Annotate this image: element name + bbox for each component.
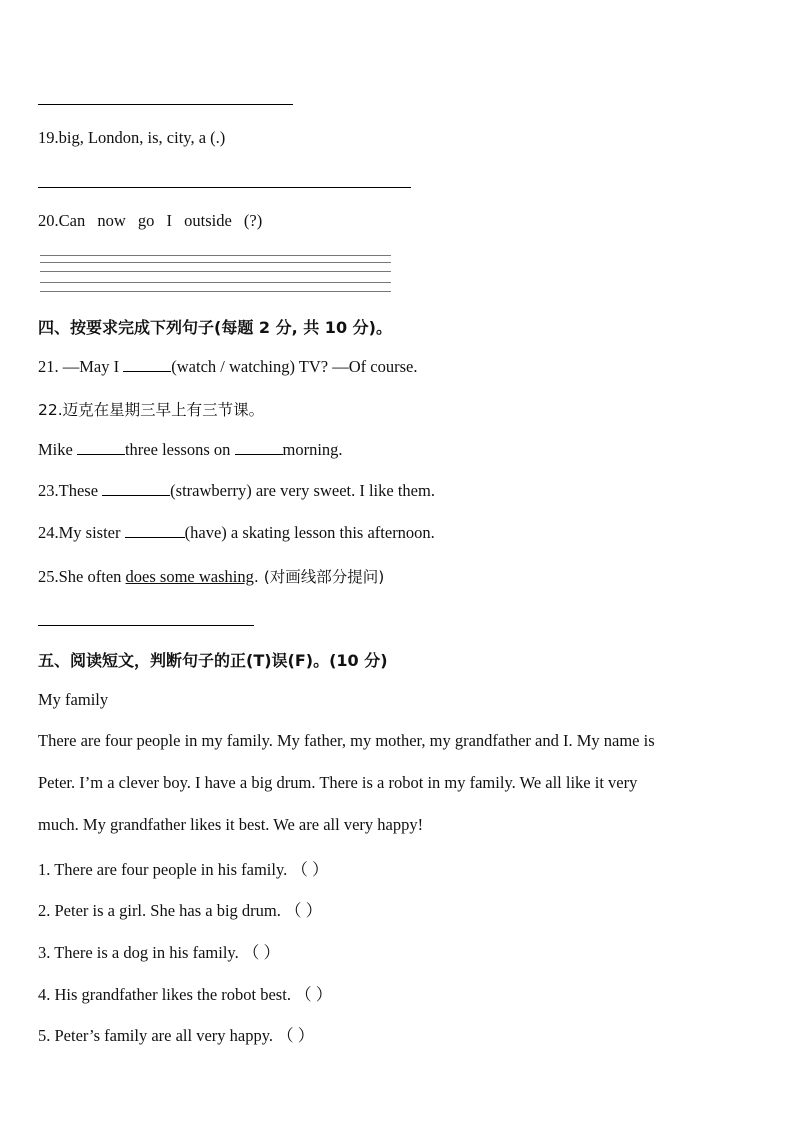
writing-line (40, 282, 391, 283)
question-24 (38, 523, 435, 543)
q21-blank[interactable] (123, 357, 171, 372)
question-23 (38, 481, 435, 501)
q23-text-a: 23.These (38, 481, 103, 500)
question-22 (38, 440, 343, 460)
q22-text-b: three lessons on (124, 440, 235, 459)
q23-blank[interactable] (102, 481, 170, 496)
answer-line-18[interactable] (38, 104, 293, 105)
q24-text-a: 24.My sister (38, 523, 125, 542)
question-25 (38, 565, 384, 587)
question-22-chinese: 22.迈克在星期三早上有三节课。 (38, 401, 265, 419)
question-21 (38, 357, 417, 377)
q21-text-b: (watch / watching) TV? —Of course. (171, 357, 418, 376)
q22-blank-2[interactable] (235, 440, 283, 455)
q22-text-a: Mike (38, 440, 77, 459)
passage-line-2: Peter. I’m a clever boy. I have a big drum. There is a robot in my family. We all like it very (38, 773, 638, 792)
writing-line (40, 291, 391, 292)
tf-item-1[interactable]: 1. There are four people in his family. （ ） (38, 860, 329, 879)
question-20: 20.Can now go I outside (?) (38, 211, 263, 230)
q25-underlined-phrase: does some washing (125, 567, 254, 586)
section-5-heading: 五、阅读短文，判断句子的正(T)误(F)。(10 分) (38, 651, 388, 670)
passage-line-3: much. My grandfather likes it best. We are all very happy! (38, 815, 424, 834)
answer-line-25[interactable] (38, 625, 254, 626)
writing-line (40, 262, 391, 263)
tf-item-3[interactable]: 3. There is a dog in his family. （ ） (38, 943, 280, 962)
passage-title: My family (38, 690, 109, 709)
q23-text-b: (strawberry) are very sweet. I like them. (170, 481, 435, 500)
q25-text-a: 25.She often (38, 567, 126, 586)
tf-item-5[interactable]: 5. Peter’s family are all very happy. （ ） (38, 1026, 315, 1045)
q22-blank-1[interactable] (77, 440, 125, 455)
q22-text-c: morning. (282, 440, 343, 459)
tf-item-2[interactable]: 2. Peter is a girl. She has a big drum. （ ） (38, 901, 323, 920)
q24-text-b: (have) a skating lesson this afternoon. (184, 523, 435, 542)
q24-blank[interactable] (125, 523, 185, 538)
answer-line-19[interactable] (38, 187, 411, 188)
q21-text-a: 21. —May I (38, 357, 124, 376)
writing-line (40, 271, 391, 272)
question-19: 19.big, London, is, city, a (.) (38, 128, 226, 147)
tf-item-4[interactable]: 4. His grandfather likes the robot best. （ ） (38, 985, 333, 1004)
section-4-heading: 四、按要求完成下列句子(每题 2 分, 共 10 分)。 (38, 318, 392, 337)
q25-text-b: . (对画线部分提问) (253, 568, 385, 586)
passage-line-1: There are four people in my family. My father, my mother, my grandfather and I. My name is (38, 731, 655, 750)
writing-line (40, 255, 391, 256)
